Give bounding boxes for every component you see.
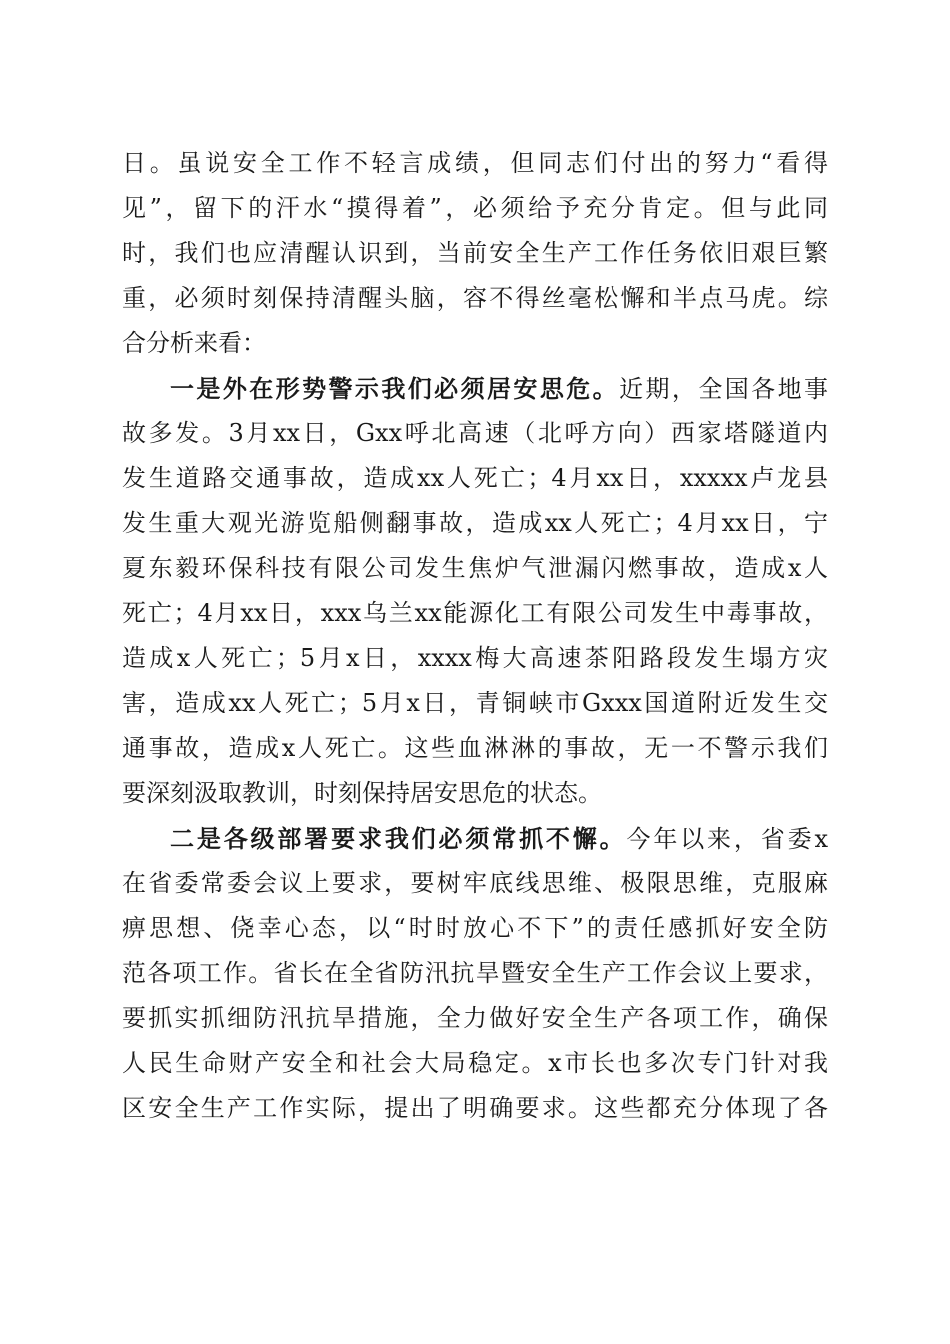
paragraph-line: 害，造成xx人死亡；5月x日，青铜峡市Gxxx国道附近发生交: [122, 689, 828, 717]
paragraph-line: 通事故，造成x人死亡。这些血淋淋的事故，无一不警示我们: [122, 734, 828, 762]
paragraph-line: 时，我们也应清醒认识到，当前安全生产工作任务依旧艰巨繁: [122, 239, 828, 267]
paragraph-first-line: [122, 816, 828, 861]
section-heading: 一是外在形势警示我们必须居安思危。: [170, 374, 620, 403]
paragraph-line: 造成x人死亡；5月x日，xxxx梅大高速茶阳路段发生塌方灾: [122, 644, 828, 672]
paragraph-line: 要抓实抓细防汛抗旱措施，全力做好安全生产各项工作，确保: [122, 1004, 828, 1032]
paragraph-line: 死亡；4月xx日，xxx乌兰xx能源化工有限公司发生中毒事故，: [122, 599, 828, 627]
paragraph-line: 人民生命财产安全和社会大局稳定。x市长也多次专门针对我: [122, 1049, 828, 1077]
paragraph-line: 痹思想、侥幸心态，以“时时放心不下”的责任感抓好安全防: [122, 914, 828, 942]
paragraph-line: 发生道路交通事故，造成xx人死亡；4月xx日，xxxxx卢龙县: [122, 464, 828, 492]
paragraph-line: 夏东毅环保科技有限公司发生焦炉气泄漏闪燃事故，造成x人: [122, 554, 828, 582]
paragraph-text: 近期，全国各地事: [619, 375, 829, 403]
paragraph-line: 重，必须时刻保持清醒头脑，容不得丝毫松懈和半点马虎。综: [122, 284, 828, 312]
paragraph-text: 今年以来，省委x: [626, 825, 829, 853]
paragraph-line: 日。虽说安全工作不轻言成绩，但同志们付出的努力“看得: [122, 149, 828, 177]
paragraph-line: 见”，留下的汗水“摸得着”，必须给予充分肯定。但与此同: [122, 194, 828, 222]
paragraph-line: 范各项工作。省长在全省防汛抗旱暨安全生产工作会议上要求，: [122, 959, 828, 987]
paragraph-line: 故多发。3月xx日，Gxx呼北高速（北呼方向）西家塔隧道内: [122, 419, 828, 447]
document-body: [122, 141, 828, 1131]
paragraph-line: 区安全生产工作实际，提出了明确要求。这些都充分体现了各: [122, 1094, 828, 1122]
paragraph-first-line: [122, 366, 828, 411]
paragraph-line: 在省委常委会议上要求，要树牢底线思维、极限思维，克服麻: [122, 869, 828, 897]
paragraph-line: 要深刻汲取教训，时刻保持居安思危的状态。: [122, 779, 602, 807]
section-heading: 二是各级部署要求我们必须常抓不懈。: [170, 824, 627, 853]
paragraph-line: 发生重大观光游览船侧翻事故，造成xx人死亡；4月xx日，宁: [122, 509, 828, 537]
paragraph-line: 合分析来看：: [122, 329, 266, 357]
